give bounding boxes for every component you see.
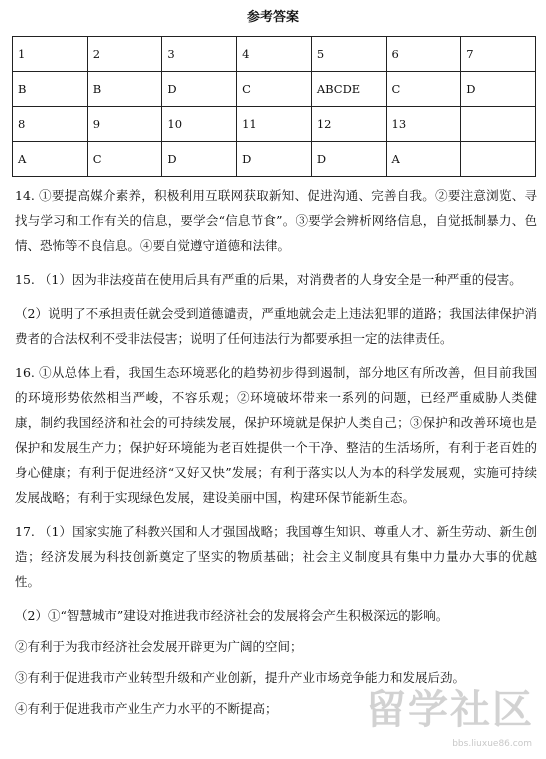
answer-15-part-1: 15. （1）因为非法疫苗在使用后具有严重的后果，对消费者的人身安全是一种严重的侵害。 [15, 272, 522, 287]
table-cell: A [13, 142, 88, 177]
table-cell: 8 [13, 107, 88, 142]
table-cell: 9 [87, 107, 162, 142]
table-cell: D [162, 72, 237, 107]
table-cell: B [13, 72, 88, 107]
table-cell: C [87, 142, 162, 177]
table-row [13, 142, 536, 177]
table-cell: 13 [386, 107, 461, 142]
table-row [13, 107, 536, 142]
page-title: 参考答案 [246, 10, 299, 25]
table-cell: 2 [87, 37, 162, 72]
answer-table-body [13, 37, 536, 177]
answer-content [15, 183, 537, 727]
table-cell [461, 107, 536, 142]
table-cell: 6 [386, 37, 461, 72]
answer-16: 16. ①从总体上看，我国生态环境恶化的趋势初步得到遏制，部分地区有所改善，但目前我国的环境形势依然相当严峻，不容乐观；②环境破坏带来一系列的问题，已经严重威胁人类健康，制约我国经济和社会的可持续发展，保护环境就是保护人类自己；③保护和改善环境也是保护和发展生产力；保护好环境能为老百姓提供一个干净、整洁的生活场所，有利于老百姓的身心健康；有利于促进经济“又好又快”发展；有利于落实以人为本的科学发展观，实施可持续发展战略；有利于实现绿色发展，建设美丽中国，构建环保节能新生态。 [15, 365, 537, 505]
answer-17-part-1: 17. （1）国家实施了科教兴国和人才强国战略；我国尊生知识、尊重人才、新生劳动、新生创造；经济发展为科技创新奠定了坚实的物质基础；社会主义制度具有集中力量办大事的优越性。 [15, 524, 537, 589]
table-cell [461, 142, 536, 177]
table-cell: 1 [13, 37, 88, 72]
answer-15-part-2: （2）说明了不承担责任就会受到道德谴责，严重地就会走上违法犯罪的道路；我国法律保护消费者的合法权利不受非法侵害；说明了任何违法行为都要承担一定的法律责任。 [15, 306, 537, 346]
table-row [13, 72, 536, 107]
table-cell: C [237, 72, 312, 107]
table-cell: B [87, 72, 162, 107]
answer-17-point-3: ③有利于促进我市产业转型升级和产业创新，提升产业市场竞争能力和发展后劲。 [15, 670, 466, 685]
table-cell: 12 [311, 107, 386, 142]
table-cell: A [386, 142, 461, 177]
table-cell: D [461, 72, 536, 107]
watermark-url: bbs.liuxue86.com [452, 739, 532, 749]
table-cell: ABCDE [311, 72, 386, 107]
table-cell: 5 [311, 37, 386, 72]
table-cell: D [237, 142, 312, 177]
table-cell: 11 [237, 107, 312, 142]
answer-17-part-2-intro: （2）①“智慧城市”建设对推进我市经济社会的发展将会产生积极深远的影响。 [15, 608, 449, 623]
watermark [364, 687, 534, 749]
table-cell: D [311, 142, 386, 177]
answer-17-point-2: ②有利于为我市经济社会发展开辟更为广阔的空间； [15, 639, 303, 654]
answer-14: 14. ①要提高媒介素养，积极利用互联网获取新知、促进沟通、完善自我。②要注意浏览、寻找与学习和工作有关的信息，要学会“信息节食”。③要学会辨析网络信息，自觉抵制暴力、色情、恐怖等不良信息。④要自觉遵守道德和法律。 [15, 188, 537, 253]
table-row [13, 37, 536, 72]
watermark-logo-text: 留学社区 [366, 687, 534, 733]
answer-table [12, 36, 536, 177]
table-cell: D [162, 142, 237, 177]
table-cell: C [386, 72, 461, 107]
table-cell: 10 [162, 107, 237, 142]
table-cell: 7 [461, 37, 536, 72]
answer-17-point-4: ④有利于促进我市产业生产力水平的不断提高； [15, 701, 278, 716]
table-cell: 4 [237, 37, 312, 72]
table-cell: 3 [162, 37, 237, 72]
